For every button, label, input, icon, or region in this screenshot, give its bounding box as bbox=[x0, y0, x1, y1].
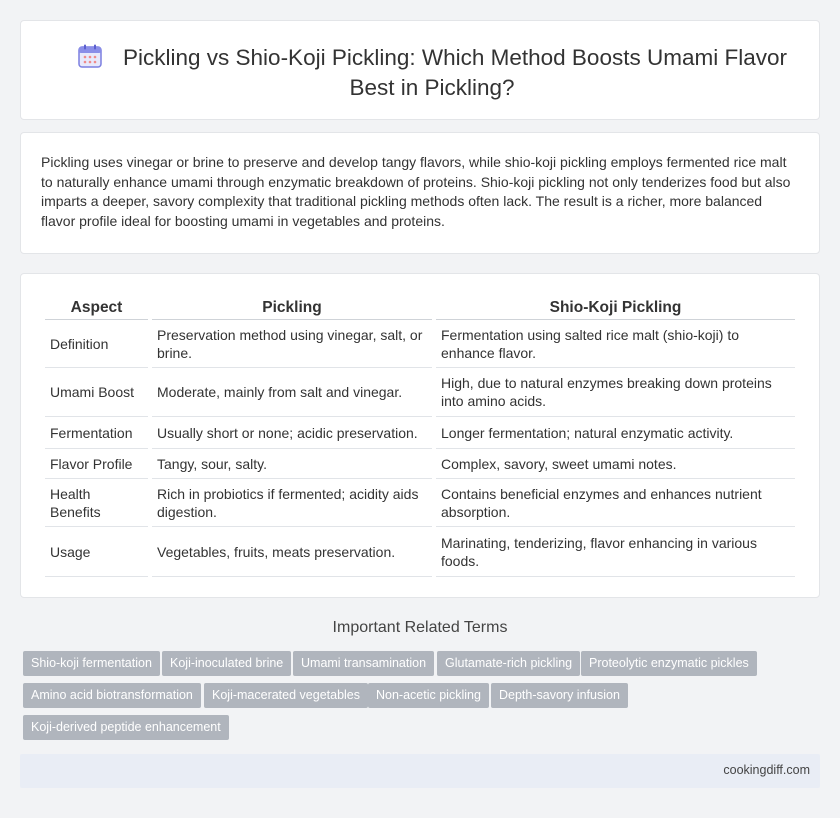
calendar-icon bbox=[77, 43, 103, 69]
tag[interactable]: Depth-savory infusion bbox=[491, 683, 628, 708]
table-row bbox=[45, 368, 795, 417]
header-aspect: Aspect bbox=[45, 294, 148, 320]
table-row bbox=[45, 320, 795, 368]
row-shio-koji: Complex, savory, sweet umami notes. bbox=[436, 449, 795, 479]
tag[interactable]: Koji-derived peptide enhancement bbox=[23, 715, 229, 740]
row-pickling: Rich in probiotics if fermented; acidity aids digestion. bbox=[152, 479, 432, 527]
row-aspect: Definition bbox=[45, 320, 148, 368]
row-shio-koji: Fermentation using salted rice malt (shio-koji) to enhance flavor. bbox=[436, 320, 795, 368]
row-aspect: Fermentation bbox=[45, 417, 148, 449]
related-terms-title: Important Related Terms bbox=[332, 619, 508, 636]
title-wrap bbox=[61, 43, 803, 103]
page-title-text: Pickling vs Shio-Koji Pickling: Which Method Boosts Umami Flavor Best in Pickling? bbox=[123, 45, 787, 100]
tag[interactable]: Koji-inoculated brine bbox=[162, 651, 291, 676]
header-pickling: Pickling bbox=[152, 294, 432, 320]
table-row bbox=[45, 527, 795, 577]
footer-site[interactable]: cookingdiff.com bbox=[723, 763, 810, 777]
row-pickling: Preservation method using vinegar, salt, or brine. bbox=[152, 320, 432, 368]
page-title bbox=[61, 43, 803, 103]
row-aspect: Health Benefits bbox=[45, 479, 148, 527]
tag[interactable]: Umami transamination bbox=[293, 651, 434, 676]
row-aspect: Flavor Profile bbox=[45, 449, 148, 479]
tag[interactable]: Shio-koji fermentation bbox=[23, 651, 160, 676]
tag[interactable]: Proteolytic enzymatic pickles bbox=[581, 651, 757, 676]
row-pickling: Tangy, sour, salty. bbox=[152, 449, 432, 479]
header-card bbox=[20, 20, 820, 120]
row-shio-koji: Longer fermentation; natural enzymatic activity. bbox=[436, 417, 795, 449]
intro-card bbox=[20, 132, 820, 254]
row-shio-koji: High, due to natural enzymes breaking down proteins into amino acids. bbox=[436, 368, 795, 417]
row-aspect: Usage bbox=[45, 527, 148, 577]
row-pickling: Vegetables, fruits, meats preservation. bbox=[152, 527, 432, 577]
row-aspect: Umami Boost bbox=[45, 368, 148, 417]
tag[interactable]: Glutamate-rich pickling bbox=[437, 651, 580, 676]
tag[interactable]: Amino acid biotransformation bbox=[23, 683, 201, 708]
tag[interactable]: Non-acetic pickling bbox=[368, 683, 489, 708]
table-header-row bbox=[45, 294, 795, 320]
table-row bbox=[45, 417, 795, 449]
row-pickling: Moderate, mainly from salt and vinegar. bbox=[152, 368, 432, 417]
header-shio-koji: Shio-Koji Pickling bbox=[436, 294, 795, 320]
table-row bbox=[45, 449, 795, 479]
comparison-card bbox=[20, 273, 820, 598]
footer bbox=[20, 754, 820, 788]
row-shio-koji: Contains beneficial enzymes and enhances nutrient absorption. bbox=[436, 479, 795, 527]
row-pickling: Usually short or none; acidic preservation. bbox=[152, 417, 432, 449]
table-row bbox=[45, 479, 795, 527]
row-shio-koji: Marinating, tenderizing, flavor enhancing in various foods. bbox=[436, 527, 795, 577]
tag[interactable]: Koji-macerated vegetables bbox=[204, 683, 368, 708]
intro-text: Pickling uses vinegar or brine to preserve and develop tangy flavors, while shio-koji pickling employs fermented rice malt to naturally enhance umami through enzymatic breakdown of proteins. Shio-koji pickling not only tenderizes food but also imparts a deeper, savory complexity that traditional pickling methods often lack. The result is a richer, more balanced flavor profile ideal for boosting umami in vegetables and proteins. bbox=[41, 154, 791, 229]
comparison-table bbox=[41, 294, 799, 577]
